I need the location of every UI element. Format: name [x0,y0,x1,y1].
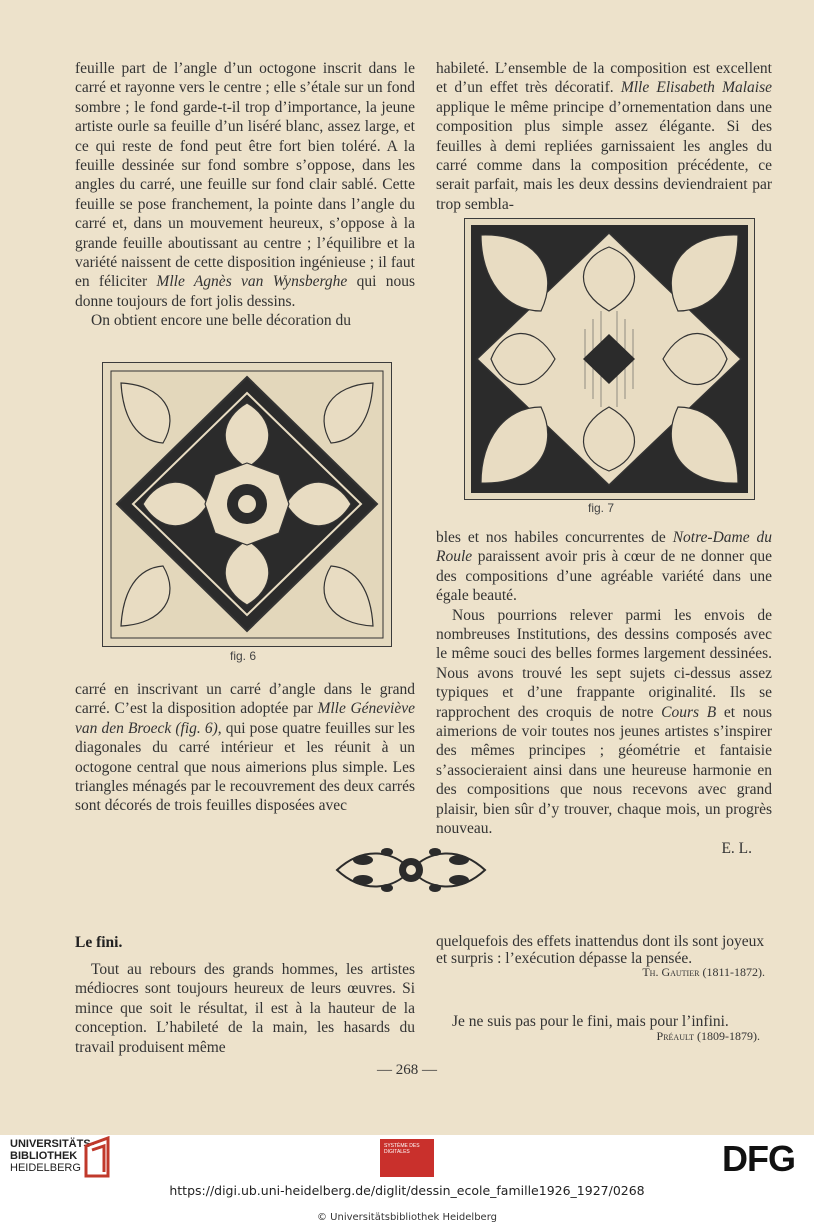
library-line: UNIVERSITÄTS- [10,1138,95,1150]
artist-name: Mlle Agnès van Wynsberghe [156,273,348,291]
paragraph-text: et nous aimerions de voir toutes nos jeunes artistes s’inspirer des mêmes principes ; géométrie et fantaisie s’associeraient ainsi dans une heureuse harmonie en des compositions que nous recevons avec grand plaisir, bien sûr d’y trouver, chaque mois, un progrès nouveau. [436,703,772,838]
section-title: Le fini. [75,934,123,951]
figure-reference: (fig. 6) [171,719,218,737]
figure-7-drawing [465,219,754,499]
quote-author-preault: Préault (1809-1879). [656,1029,760,1043]
paragraph-text: paraissent avoir pris à cœur de ne donner que des compositions d’une agréable variété dans une égale beauté. [436,548,772,605]
quote-author-gautier: Th. Gautier (1811-1872). [642,965,765,979]
figure-7-illustration [464,218,755,500]
library-logo-icon[interactable] [82,1136,116,1180]
paragraph-text: habileté. L’ensemble de la composition est excellent et d’un effet très décoratif. [436,60,772,97]
paragraph-text: carré en inscrivant un carré d’angle dans le grand carré. C’est la disposition adoptée par [75,681,415,718]
paragraph-text: Nous pourrions relever parmi les envois de nombreuses Institutions, des dessins composés avec le même souci des belles formes largement dessinées. Nous avons trouvé les sept sujets ci-dessus assez typiques et d’une frappante originalité. Ils se rapprochent des croquis de notre [436,606,772,721]
figure-6-caption: fig. 6 [230,649,257,663]
library-line: HEIDELBERG [10,1162,81,1174]
artist-name: Mlle Elisabeth Malaise [620,79,773,97]
left-column-top [75,59,415,331]
right-column-bottom [436,528,772,858]
course-name: Cours B [661,703,717,721]
document-url[interactable]: https://digi.ub.uni-heidelberg.de/diglit/dessin_ecole_famille1926_1927/0268 [169,1183,645,1198]
paragraph-text: On obtient encore une belle décoration du [91,312,351,330]
dfg-logo[interactable]: DFG [722,1138,795,1179]
library-line: BIBLIOTHEK [10,1150,78,1162]
paragraph-text: bles et nos habiles concurrentes de [436,529,666,546]
artist-name: Mlle Géneviève van den Broeck [75,700,415,737]
floral-ornament [333,840,489,900]
figure-7-caption: fig. 7 [588,501,615,515]
figure-6-drawing [103,363,391,646]
signature-initials: E. L. [721,839,752,857]
digitization-logo-text: SYSTÈME DES DIGITALES [384,1143,420,1155]
paragraph-text: qui nous donne toujours de fort jolis dessins. [75,273,415,310]
left-column-bottom [75,680,415,816]
quote-gautier: quelquefois des effets inattendus dont ils sont joyeux et surpris : l’exécution dépasse la pensée. [436,933,765,967]
section-body: Tout au rebours des grands hommes, les artistes médiocres sont toujours heureux de leurs œuvres. Si mince que soit le résultat, il est à la hauteur de la conception. L’habileté de la main, les hasards du travail produisent même [75,961,415,1056]
right-column-top [436,59,772,214]
paragraph-text: , qui pose quatre feuilles sur les diagonales du carré intérieur et les réunit à un octogone central que nous aimerions plus simple. Les triangles ménagés par le recouvrement des deux carrés sont décorés de trois feuilles disposées avec [75,719,416,815]
school-name: Notre-Dame du Roule [436,529,772,566]
paragraph-text: applique le même principe d’ornementation dans une composition plus simple assez élégante. Si des feuilles à demi repliées garnissaient les angles du carré comme dans la composition précédente, ce serait parfait, mais les deux dessins deviendraient par trop sembla- [436,98,772,213]
page-number: — 268 — [377,1062,437,1078]
figure-6-illustration [102,362,392,647]
paragraph-text: feuille part de l’angle d’un octogone inscrit dans le carré et rayonne vers le centre ; elle s’étale sur un fond sombre ; le fond garde-t-il trop d’importance, la jeune artiste ourle sa feuille d’un liséré blanc, assez large, et ce qui reste de fond peut être fort bien toléré. A la feuille dessinée sur fond sombre s’oppose, dans les angles du carré, une feuille sur fond clair sablé. Cette feuille se pose franchement, la pointe dans l’angle du carré et, dans un mouvement heureux, s’oppose à la grande feuille aboutissant au centre ; l’équilibre et la variété naissent de cette disposition ingénieuse ; il faut en féliciter [75,60,415,291]
digitization-logo[interactable] [380,1139,434,1177]
copyright-notice: © Universitätsbibliothek Heidelberg [316,1212,497,1223]
quote-preault: Je ne suis pas pour le fini, mais pour l’infini. [452,1013,729,1030]
